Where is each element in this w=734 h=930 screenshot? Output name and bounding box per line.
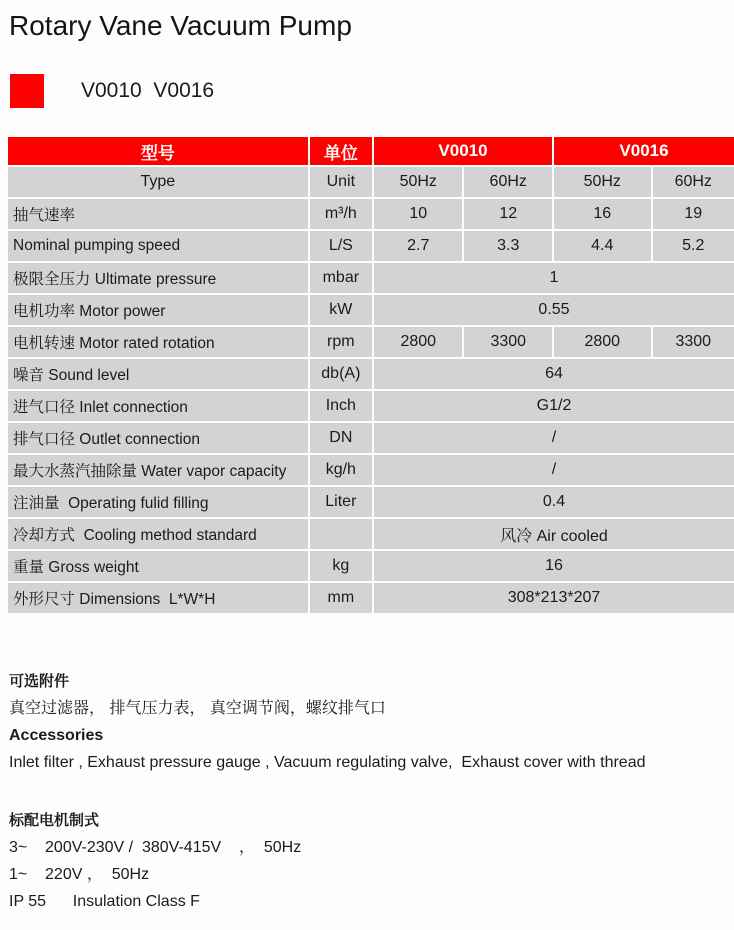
- value-cell-merged: 风冷 Air cooled: [374, 519, 734, 549]
- row-unit: db(A): [310, 359, 372, 389]
- row-unit: mbar: [310, 263, 372, 293]
- table-header-row: [8, 137, 734, 165]
- row-label: 电机转速 Motor rated rotation: [8, 327, 308, 357]
- value-cell-merged: 16: [374, 551, 734, 581]
- value-cell-merged: 0.4: [374, 487, 734, 517]
- header-v0016: V0016: [554, 137, 734, 165]
- value-cell-merged: 1: [374, 263, 734, 293]
- row-label: 最大水蒸汽抽除量 Water vapor capacity: [8, 455, 308, 485]
- table-subheader-row: [8, 167, 734, 197]
- table-row: [8, 391, 734, 421]
- value-cell: 16: [554, 199, 651, 229]
- value-cell-merged: /: [374, 423, 734, 453]
- value-cell: 3.3: [464, 231, 552, 261]
- freq-cell: 60Hz: [464, 167, 552, 197]
- row-unit: rpm: [310, 327, 372, 357]
- value-cell: 10: [374, 199, 462, 229]
- value-cell: 2800: [554, 327, 651, 357]
- table-row: [8, 359, 734, 389]
- value-cell-merged: G1/2: [374, 391, 734, 421]
- row-unit: m³/h: [310, 199, 372, 229]
- row-label: 注油量 Operating fulid filling: [8, 487, 308, 517]
- row-label: Nominal pumping speed: [8, 231, 308, 261]
- freq-cell: 50Hz: [554, 167, 651, 197]
- row-label: 噪音 Sound level: [8, 359, 308, 389]
- header-model: 型号: [8, 137, 308, 165]
- table-row: [8, 551, 734, 581]
- value-cell-merged: /: [374, 455, 734, 485]
- table-row: [8, 199, 734, 229]
- value-cell: 4.4: [554, 231, 651, 261]
- value-cell: 3300: [464, 327, 552, 357]
- motor-line-three-phase: 3~ 200V-230V / 380V-415V ， 50Hz: [9, 839, 302, 856]
- row-label: 冷却方式 Cooling method standard: [8, 519, 308, 549]
- subheader-type: Type: [8, 167, 308, 197]
- freq-cell: 60Hz: [653, 167, 734, 197]
- table-row: [8, 519, 734, 549]
- spec-table: [6, 135, 734, 615]
- table-row: [8, 583, 734, 613]
- table-row: [8, 455, 734, 485]
- motor-line-protection: IP 55 Insulation Class F: [9, 893, 200, 910]
- value-cell-merged: 308*213*207: [374, 583, 734, 613]
- value-cell: 3300: [653, 327, 734, 357]
- row-unit: [310, 519, 372, 549]
- value-cell: 19: [653, 199, 734, 229]
- row-unit: mm: [310, 583, 372, 613]
- row-label: 极限全压力 Ultimate pressure: [8, 263, 308, 293]
- table-row: [8, 327, 734, 357]
- accessories-items-cn: 真空过滤器， 排气压力表， 真空调节阀，螺纹排气口: [9, 700, 386, 717]
- subheader-unit: Unit: [310, 167, 372, 197]
- row-unit: Inch: [310, 391, 372, 421]
- value-cell-merged: 64: [374, 359, 734, 389]
- motor-section: [9, 812, 734, 910]
- value-cell: 5.2: [653, 231, 734, 261]
- row-label: 抽气速率: [8, 199, 308, 229]
- row-unit: L/S: [310, 231, 372, 261]
- value-cell: 2.7: [374, 231, 462, 261]
- accessories-heading-cn: 可选附件: [9, 673, 70, 690]
- motor-heading: 标配电机制式: [9, 812, 100, 829]
- motor-line-single-phase: 1~ 220V ， 50Hz: [9, 866, 150, 883]
- accessories-items-en: Inlet filter , Exhaust pressure gauge , Vacuum regulating valve, Exhaust cover with thread: [9, 754, 646, 771]
- models-row: [10, 74, 734, 108]
- row-label: 电机功率 Motor power: [8, 295, 308, 325]
- row-unit: Liter: [310, 487, 372, 517]
- row-unit: kW: [310, 295, 372, 325]
- red-square-bullet: [10, 74, 44, 108]
- page-title: Rotary Vane Vacuum Pump: [9, 10, 352, 41]
- row-label: 外形尺寸 Dimensions L*W*H: [8, 583, 308, 613]
- table-row: [8, 263, 734, 293]
- header-unit: 单位: [310, 137, 372, 165]
- table-row: [8, 423, 734, 453]
- table-row: [8, 231, 734, 261]
- accessories-heading-en: Accessories: [9, 727, 104, 744]
- row-unit: kg/h: [310, 455, 372, 485]
- header-v0010: V0010: [374, 137, 552, 165]
- row-label: 重量 Gross weight: [8, 551, 308, 581]
- row-label: 进气口径 Inlet connection: [8, 391, 308, 421]
- accessories-section: [9, 673, 734, 771]
- model-numbers: V0010 V0016: [81, 79, 215, 102]
- row-unit: DN: [310, 423, 372, 453]
- row-unit: kg: [310, 551, 372, 581]
- table-row: [8, 295, 734, 325]
- freq-cell: 50Hz: [374, 167, 462, 197]
- table-row: [8, 487, 734, 517]
- value-cell-merged: 0.55: [374, 295, 734, 325]
- row-label: 排气口径 Outlet connection: [8, 423, 308, 453]
- value-cell: 12: [464, 199, 552, 229]
- value-cell: 2800: [374, 327, 462, 357]
